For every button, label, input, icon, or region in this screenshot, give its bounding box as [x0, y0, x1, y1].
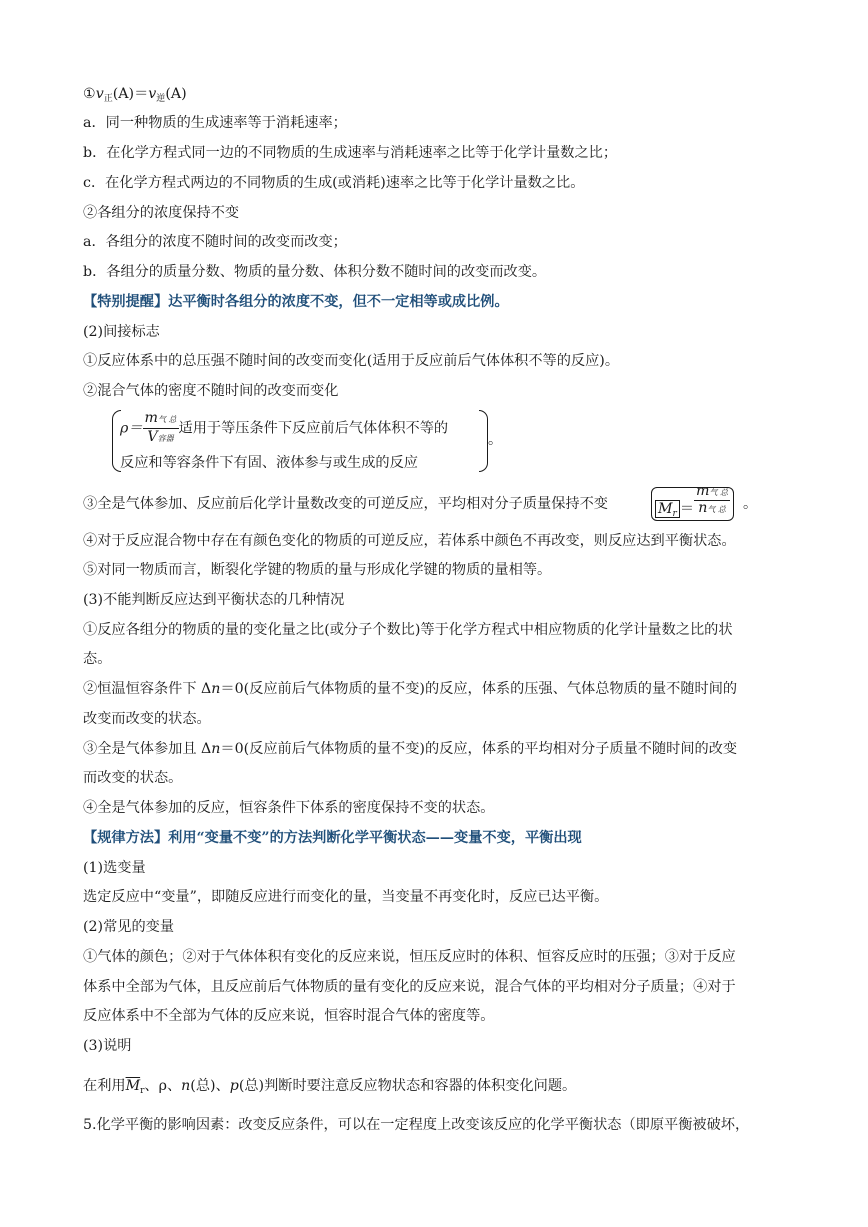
text-line: 而改变的状态。	[83, 770, 183, 786]
document-page: $①v_正(A)=v_逆(A)$ a．同一种物质的生成速率等于消耗速率； b．在化学方程式同一边的不同物质的生成速率与消耗速率之比等于化学计量数之比； c．在化学方程式两边的不同物质的生成(或消耗)速率之比等于化学计量数之比。 ②各组分的浓度保持不变 a．各组分的浓度不随时间的改变而改变； b．各组分的质量分数、物质的量分数、体积分数不随时间的改变而改变。 【特别提醒】达平衡时各组分的浓度不变，但不一定相等或成比例。 (2)间接标志 ①反应体系中的总压强不随时间的改变而变化(适用于反应前后气体体积不等的反应)。 ②混合气体的密度不随时间的改变而变化 ρ＝ $\frac{\text{m气 总}}{\text{V容器}}$ 适用于等压条件下反应前后气体体积不等的 反应和等容条件下有固、液体参与或生成的反应 。 ③全是气体参加、反应前后化学计量数改变的可逆反应，平均相对分子质量保持不变 $M_r$ ＝ $\frac{\text{m气 总}}{\text{n气 总}}$ 。 ④对于反应混合物中存在有颜色变化的物质的可逆反应，若体系中颜色不再改变，则反应达到平衡状态。 ⑤对同一物质而言，断裂化学键的物质的量与形成化学键的物质的量相等。 (3)不能判断反应达到平衡状态的几种情况 ①反应各组分的物质的量的变化量之比(或分子个数比)等于化学方程式中相应物质的化学计量数之比的状 态。 ②恒温恒容条件下 Δn＝0(反应前后气体物质的量不变)的反应，体系的压强、气体总物质的量不随时间的 改变而改变的状态。 ③全是气体参加且 Δn＝0(反应前后气体物质的量不变)的反应，体系的平均相对分子质量不随时间的改变 而改变的状态。 ④全是气体参加的反应，恒容条件下体系的密度保持不变的状态。 【规律方法】利用“变量不变”的方法判断化学平衡状态——变量不变，平衡出现 (1)选变量 选定反应中“变量”，即随反应进行而变化的量，当变量不再变化时，反应已达平衡。 (2)常见的变量 ①气体的颜色；②对于气体体积有变化的反应来说，恒压反应时的体积、恒容反应时的压强；③对于反应 体系中全部为气体，且反应前后气体物质的量有变化的反应来说，混合气体的平均相对分子质量；④对于 反应体系中不全部为气体的反应来说，恒容时混合气体的密度等。 (3)说明 在利用$\overline{M}_r$、ρ、n(总)、p(总)判断时要注意反应物状态和容器的体积变化问题。 5.化学平衡的影响因素：改变反应条件，可以在一定程度上改变该反应的化学平衡状态（即原平衡被破坏，	[83, 86, 758, 1133]
rule-method: 【规律方法】利用“变量不变”的方法判断化学平衡状态——变量不变，平衡出现	[83, 830, 582, 846]
density-formula: ρ＝ $\frac{\text{m气 总}}{\text{V容器}}$ 适用于等压条件下反应前后气体体积不等的 反应和等容条件下有固、液体参与或生成的反应	[112, 410, 488, 472]
line-rate-equality: $①v_正(A)=v_逆(A)$	[83, 86, 187, 104]
text-line: ②混合气体的密度不随时间的改变而变化	[83, 383, 339, 399]
text-line: ②各组分的浓度保持不变	[83, 205, 240, 221]
special-reminder: 【特别提醒】达平衡时各组分的浓度不变，但不一定相等或成比例。	[83, 294, 509, 310]
subheading-indirect: (2)间接标志	[83, 324, 160, 340]
text-line: (1)选变量	[83, 860, 146, 876]
text-line: ⑤对同一物质而言，断裂化学键的物质的量与形成化学键的物质的量相等。	[83, 562, 552, 578]
text-line: ②恒温恒容条件下 Δn＝0(反应前后气体物质的量不变)的反应，体系的压强、气体总物质的量不随时间的	[83, 681, 738, 697]
text-line: (3)说明	[83, 1038, 132, 1054]
right-paren	[479, 410, 488, 472]
text-line: 在利用$\overline{M}_r$、ρ、n(总)、p(总)判断时要注意反应物状态和容器的体积变化问题。	[83, 1078, 577, 1096]
text-line: a．各组分的浓度不随时间的改变而改变；	[83, 234, 347, 250]
text-line: ③全是气体参加且 Δn＝0(反应前后气体物质的量不变)的反应，体系的平均相对分子质量不随时间的改变	[83, 741, 738, 757]
text-line: 态。	[83, 651, 112, 667]
text-line: ④全是气体参加的反应，恒容条件下体系的密度保持不变的状态。	[83, 800, 495, 816]
text-line: c．在化学方程式两边的不同物质的生成(或消耗)速率之比等于化学计量数之比。	[83, 175, 585, 191]
text-line: 5.化学平衡的影响因素：改变反应条件，可以在一定程度上改变该反应的化学平衡状态（即原平衡被破坏，	[83, 1117, 750, 1133]
text-line: b．在化学方程式同一边的不同物质的生成速率与消耗速率之比等于化学计量数之比；	[83, 145, 618, 161]
line-average-molar-mass: ③全是气体参加、反应前后化学计量数改变的可逆反应，平均相对分子质量保持不变	[83, 496, 608, 512]
text-line: ①反应体系中的总压强不随时间的改变而变化(适用于反应前后气体体积不等的反应)。	[83, 353, 620, 369]
text-line: b．各组分的质量分数、物质的量分数、体积分数不随时间的改变而改变。	[83, 264, 547, 280]
text-line: 反应体系中不全部为气体的反应来说，恒容时混合气体的密度等。	[83, 1008, 495, 1024]
subheading-cannot-judge: (3)不能判断反应达到平衡状态的几种情况	[83, 592, 345, 608]
text-line: 选定反应中“变量”，即随反应进行而变化的量，当变量不再变化时，反应已达平衡。	[83, 889, 609, 905]
text-line: 改变而改变的状态。	[83, 711, 211, 727]
text-line: ①反应各组分的物质的量的变化量之比(或分子个数比)等于化学方程式中相应物质的化学计量数之比的状	[83, 622, 733, 638]
text-line: ①气体的颜色；②对于气体体积有变化的反应来说，恒压反应时的体积、恒容反应时的压强；③对于反应	[83, 949, 736, 965]
text-line: 体系中全部为气体，且反应前后气体物质的量有变化的反应来说，混合气体的平均相对分子质量；④对于	[83, 979, 736, 995]
text-line: (2)常见的变量	[83, 919, 175, 935]
density-fraction: $\frac{\text{m气 总}}{\text{V容器}}$	[144, 410, 177, 445]
molar-mass-formula: $M_r$ ＝ $\frac{\text{m气 总}}{\text{n气 总}}$	[651, 487, 734, 521]
text-line: ④对于反应混合物中存在有颜色变化的物质的可逆反应，若体系中颜色不再改变，则反应达到平衡状态。	[83, 533, 736, 549]
text-line: a．同一种物质的生成速率等于消耗速率；	[83, 115, 347, 131]
